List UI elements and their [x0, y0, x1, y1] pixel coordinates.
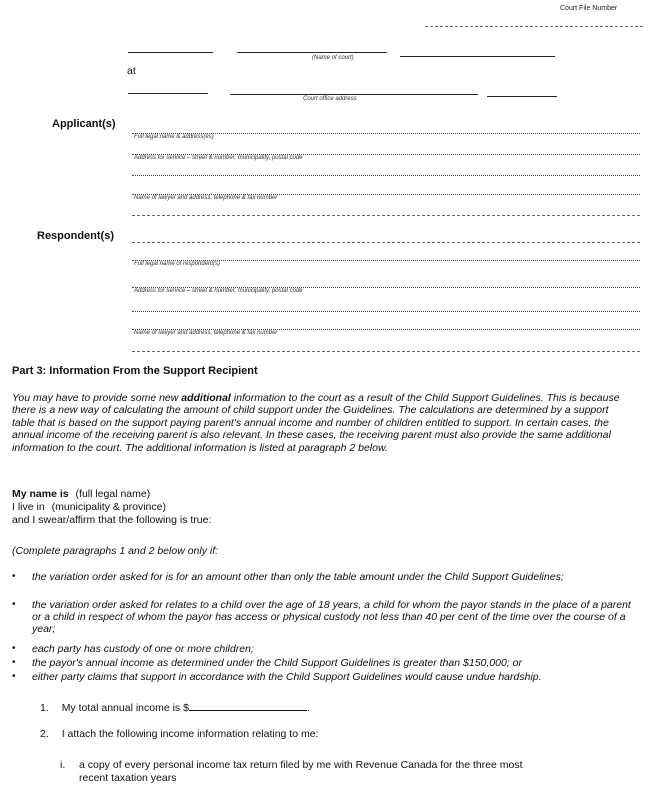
p2-text: I attach the following income information relating to me:	[61, 728, 319, 740]
my-name-hint: (full legal name)	[75, 488, 151, 500]
live-in-hint: (municipality & province)	[51, 501, 166, 513]
respondent-lawyer-label: Name of lawyer and address, telephone & fax number	[134, 330, 278, 336]
name-of-court-label: (Name of court)	[312, 55, 354, 61]
bullet-text-3: each party has custody of one or more children;	[32, 643, 254, 655]
live-in-label: I live in	[12, 501, 45, 513]
bullet-icon-1: •	[12, 571, 16, 582]
my-name-label: My name is	[12, 488, 69, 500]
court-address-line-right[interactable]	[487, 96, 557, 97]
bullet-icon-3: •	[12, 643, 16, 654]
p1-end: .	[306, 702, 310, 714]
bullet-icon-2: •	[12, 599, 16, 610]
part3-intro-post: information to the court as a result of the Child Support Guidelines. This is because there is a new way of calculating the amount of child support under the Guidelines. The calculations are determined by a support table that is based on the support paying parent's annual income and number of children entitled to support. In certain cases, the annual income of the receiving parent is also relevant. In these cases, the receiving parent must also provide the same additional information to the court. The additional information is listed at paragraph 2 below.	[12, 392, 620, 454]
respondent-heading: Respondent(s)	[37, 230, 114, 242]
applicant-name-label: Full legal name & address(es)	[134, 134, 214, 140]
bullet-text-1: the variation order asked for is for an amount other than only the table amount under the Child Support Guidelines;	[32, 571, 564, 583]
respondent-name-label: Full legal name of respondent(s)	[134, 261, 221, 267]
court-file-number-label: Court File Number	[560, 5, 618, 12]
court-name-line-mid[interactable]	[237, 52, 387, 53]
court-name-line-left[interactable]	[128, 52, 213, 53]
respondent-address-field-2[interactable]	[132, 311, 640, 312]
sub-i-line2: recent taxation years	[79, 772, 177, 784]
court-address-line-left[interactable]	[128, 93, 208, 94]
court-office-address-label: Court office address	[303, 96, 357, 102]
complete-instructions: (Complete paragraphs 1 and 2 below only if:	[12, 545, 219, 557]
part3-title: Part 3: Information From the Support Recipient	[12, 365, 258, 377]
court-address-line-mid[interactable]	[230, 94, 478, 95]
respondent-address-label: Address for service – street & number, municipality, postal code	[134, 288, 303, 294]
paragraph-1	[40, 700, 310, 715]
at-label: at	[127, 65, 136, 77]
p1-text: My total annual income is $	[61, 702, 189, 714]
annual-income-field[interactable]	[189, 700, 307, 711]
swear-text: and I swear/affirm that the following is true:	[12, 514, 212, 526]
part3-intro	[12, 392, 632, 454]
paragraph-2	[40, 728, 319, 741]
court-name-line-right[interactable]	[400, 56, 555, 57]
applicant-lawyer-label: Name of lawyer and address, telephone & fax number	[134, 195, 278, 201]
live-in-row	[12, 501, 166, 514]
p2-number: 2.	[40, 728, 49, 740]
respondent-lawyer-field-2[interactable]	[132, 351, 640, 352]
sub-i-line1: a copy of every personal income tax return filed by me with Revenue Canada for the three most	[79, 759, 523, 771]
bullet-icon-4: •	[12, 657, 16, 668]
bullet-icon-5: •	[12, 671, 16, 682]
court-file-number-field[interactable]	[425, 26, 643, 27]
part3-intro-bold: additional	[181, 392, 231, 404]
respondent-name-field-1[interactable]	[132, 242, 640, 243]
bullet-text-4: the payor's annual income as determined under the Child Support Guidelines is greater than $150,000; or	[32, 657, 522, 669]
part3-intro-pre: You may have to provide some new	[12, 392, 182, 404]
sub-i-number: i.	[60, 759, 66, 771]
applicant-address-label: Address for service – street & number, municipality, postal code	[134, 155, 303, 161]
applicant-heading: Applicant(s)	[52, 118, 116, 130]
my-name-row	[12, 488, 150, 501]
applicant-lawyer-field-2[interactable]	[132, 215, 640, 216]
bullet-text-5: either party claims that support in accordance with the Child Support Guidelines would cause undue hardship.	[32, 671, 542, 683]
bullet-text-2: the variation order asked for relates to a child over the age of 18 years, a child for whom the payor stands in the place of a parent or a child in respect of whom the payor has access or physical custody not less than 40 per cent of the time over the course of a year;	[32, 599, 631, 636]
applicant-address-field[interactable]	[132, 175, 640, 176]
p1-number: 1.	[40, 702, 49, 714]
